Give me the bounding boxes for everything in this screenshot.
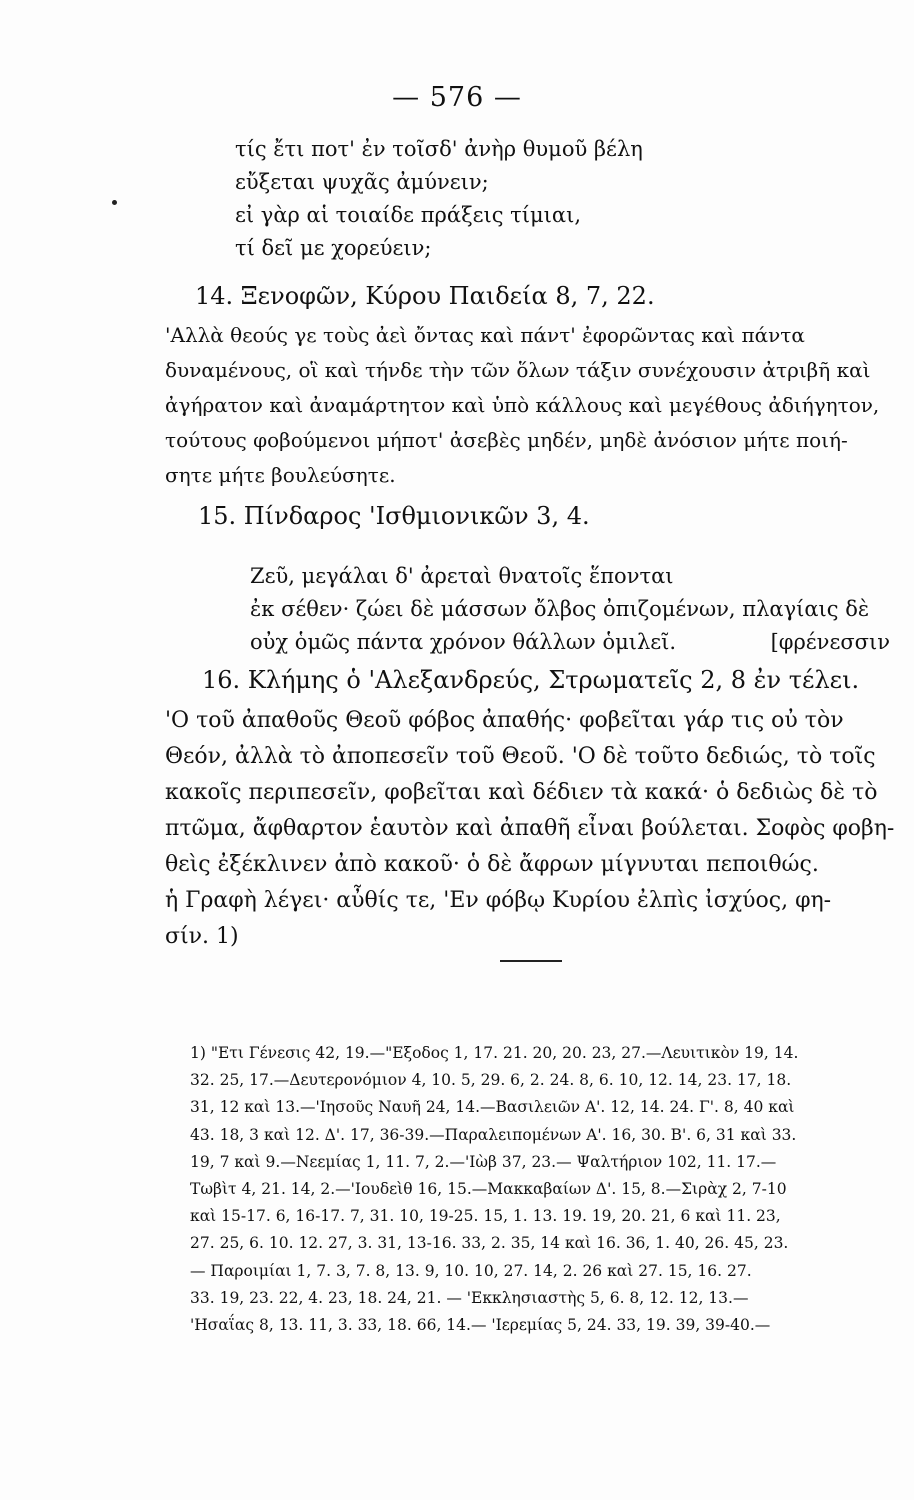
ink-speck <box>112 200 117 205</box>
text-line: σητε μήτε βουλεύσητε. <box>165 463 396 487</box>
section-text-16 <box>165 703 895 955</box>
poem-line: εὔξεται ψυχᾶς ἀμύνειν; <box>235 170 489 194</box>
text-line: κακοῖς περιπεσεῖν, φοβεῖται καὶ δέδιεν τὰ κακά· ὁ δεδιὼς δὲ τὸ <box>165 780 878 805</box>
poem-line: εἰ γὰρ αἱ τοιαίδε πράξεις τίμιαι, <box>235 203 582 227</box>
text-line: 'Ο τοῦ ἀπαθοῦς Θεοῦ φόβος ἀπαθής· φοβεῖται γάρ τις οὐ τὸν <box>165 708 844 733</box>
section-text-15 <box>250 560 890 659</box>
poem-excerpt <box>235 133 795 265</box>
text-line: θεὶς ἐξέκλινεν ἀπὸ κακοῦ· ὁ δὲ ἄφρων μίγνυται πεποιθώς. <box>165 852 819 877</box>
footnote-line: 31, 12 καὶ 13.—'Ιησοῦς Ναυῆ 24, 14.—Βασιλειῶν Α'. 12, 14. 24. Γ'. 8, 40 καὶ <box>190 1098 795 1117</box>
text-line: πτῶμα, ἄφθαρτον ἑαυτὸν καὶ ἀπαθῆ εἶναι βούλεται. Σοφὸς φοβη- <box>165 816 895 841</box>
poem-line: τίς ἔτι ποτ' ἐν τοῖσδ' ἀνὴρ θυμοῦ βέλη <box>235 137 643 161</box>
text-line: σίν. 1) <box>165 924 239 949</box>
footnote-line: — Παροιμίαι 1, 7. 3, 7. 8, 13. 9, 10. 10, 27. 14, 2. 26 καὶ 27. 15, 16. 27. <box>190 1261 752 1280</box>
page-number: — 576 — <box>392 82 522 113</box>
footnote <box>190 1040 880 1339</box>
footnote-line: 32. 25, 17.—Δευτερονόμιον 4, 10. 5, 29. 6, 2. 24. 8, 6. 10, 12. 14, 23. 17, 18. <box>190 1071 792 1090</box>
footnote-line: 19, 7 καὶ 9.—Νεεμίας 1, 11. 7, 2.—'Ιὼβ 37, 23.— Ψαλτήριον 102, 11. 17.— <box>190 1152 777 1171</box>
section-heading-15: 15. Πίνδαρος 'Ισθμιονικῶν 3, 4. <box>198 502 590 530</box>
poem-line-with-note <box>250 626 890 659</box>
footnote-line: καὶ 15-17. 6, 16-17. 7, 31. 10, 19-25. 15, 1. 13. 19. 19, 20. 21, 6 καὶ 11. 23, <box>190 1207 781 1226</box>
text-line: 'Αλλὰ θεούς γε τοὺς ἀεὶ ὄντας καὶ πάντ' ἐφορῶντας καὶ πάντα <box>165 323 805 347</box>
footnote-line: 33. 19, 23. 22, 4. 23, 18. 24, 21. — 'Εκκλησιαστὴς 5, 6. 8, 12. 12, 13.— <box>190 1288 749 1307</box>
text-line: ἀγήρατον καὶ ἀναμάρτητον καὶ ὑπὸ κάλλους καὶ μεγέθους ἀδιήγητον, <box>165 393 880 417</box>
section-text-14 <box>165 318 880 493</box>
footnote-line: 27. 25, 6. 10. 12. 27, 3. 31, 13-16. 33, 2. 35, 14 καὶ 16. 36, 1. 40, 26. 45, 23. <box>190 1234 789 1253</box>
poem-line: τί δεῖ με χορεύειν; <box>235 236 432 260</box>
poem-line: Ζεῦ, μεγάλαι δ' ἀρεταὶ θνατοῖς ἕπονται <box>250 564 674 588</box>
footnote-line: 1) "Ετι Γένεσις 42, 19.—"Εξοδος 1, 17. 21. 20, 20. 23, 27.—Λευιτικὸν 19, 14. <box>190 1044 799 1062</box>
text-line: ἡ Γραφὴ λέγει· αὖθίς τε, 'Εν φόβῳ Κυρίου ἐλπὶς ἰσχύος, φη- <box>165 888 832 913</box>
footnote-line: 'Ησαΐας 8, 13. 11, 3. 33, 18. 66, 14.— 'Ιερεμίας 5, 24. 33, 19. 39, 39-40.— <box>190 1316 771 1335</box>
text-line: Θεόν, ἀλλὰ τὸ ἀποπεσεῖν τοῦ Θεοῦ. 'Ο δὲ τοῦτο δεδιώς, τὸ τοῖς <box>165 744 876 769</box>
text-line: δυναμένους, οἳ καὶ τήνδε τὴν τῶν ὅλων τάξιν συνέχουσιν ἀτριβῆ καὶ <box>165 358 871 382</box>
footnote-line: 43. 18, 3 καὶ 12. Δ'. 17, 36-39.—Παραλειπομένων Α'. 16, 30. Β'. 6, 31 καὶ 33. <box>190 1125 797 1144</box>
poem-line: ἐκ σέθεν· ζώει δὲ μάσσων ὄλβος ὀπιζομένων, πλαγίαις δὲ <box>250 597 870 621</box>
footnote-line: Τωβὶτ 4, 21. 14, 2.—'Ιουδεὶθ 16, 15.—Μακκαβαίων Δ'. 15, 8.—Σιρὰχ 2, 7-10 <box>190 1180 787 1199</box>
section-heading-16: 16. Κλήμης ὁ 'Αλεξανδρεύς, Στρωματεῖς 2, 8 ἐν τέλει. <box>202 666 860 694</box>
poem-line-text: οὐχ ὁμῶς πάντα χρόνον θάλλων ὁμιλεῖ. <box>250 630 677 654</box>
section-heading-14: 14. Ξενοφῶν, Κύρου Παιδεία 8, 7, 22. <box>195 282 655 310</box>
text-line: τούτους φοβούμενοι μήποτ' ἀσεβὲς μηδέν, μηδὲ ἀνόσιον μήτε ποιή- <box>165 428 848 452</box>
bracket-note: [φρένεσσιν <box>770 630 890 654</box>
footnote-divider <box>500 960 562 962</box>
